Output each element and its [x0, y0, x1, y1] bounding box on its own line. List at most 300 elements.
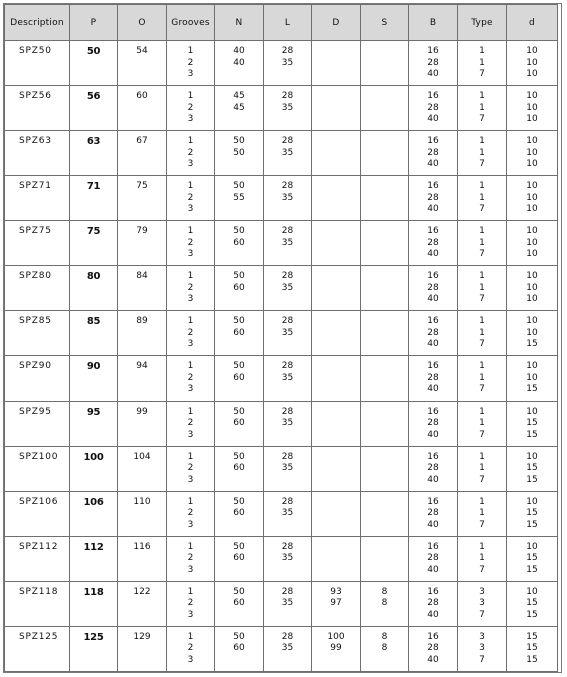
cell-value: 1	[479, 406, 485, 417]
cell-grooves	[167, 266, 215, 311]
cell-value: 28	[281, 361, 294, 372]
cell-grooves	[167, 536, 215, 581]
cell-value: 50	[233, 496, 245, 507]
cell-value: 28	[281, 406, 294, 417]
column-header-l: L	[264, 5, 312, 41]
cell-p: 125	[70, 626, 118, 671]
cell-value: 28	[281, 316, 294, 327]
cell-value: 3	[187, 654, 194, 665]
cell-value: 10	[526, 451, 538, 462]
cell-type	[458, 266, 507, 311]
cell-n	[215, 266, 264, 311]
cell-value: 15	[526, 654, 538, 665]
cell-s	[361, 131, 409, 176]
cell-value: 1	[479, 192, 485, 203]
cell-value: 93	[330, 586, 342, 597]
cell-value: 7	[479, 654, 485, 665]
cell-value: 16	[427, 46, 439, 56]
cell-value: 40	[427, 474, 439, 485]
cell-value: 28	[427, 192, 439, 203]
cell-l	[264, 446, 312, 491]
cell-b	[409, 356, 458, 401]
cell-value: 99	[330, 643, 342, 654]
cell-l	[264, 401, 312, 446]
cell-grooves	[167, 131, 215, 176]
cell-description: SPZ100	[5, 446, 70, 491]
cell-value: 28	[281, 226, 294, 237]
cell-value: 7	[479, 384, 485, 395]
cell-value: 3	[187, 159, 194, 170]
cell-value: 15	[526, 643, 538, 654]
cell-description: SPZ95	[5, 401, 70, 446]
cell-s	[361, 311, 409, 356]
cell-d	[507, 176, 558, 221]
cell-value: 1	[187, 586, 194, 597]
cell-value: 8	[381, 643, 388, 654]
cell-value: 7	[479, 339, 485, 350]
cell-b	[409, 311, 458, 356]
cell-value: 28	[427, 147, 439, 158]
cell-value: 10	[526, 541, 538, 552]
cell-value: 10	[526, 294, 538, 305]
pulley-spec-table	[4, 4, 558, 672]
cell-value: 1	[479, 327, 485, 338]
cell-value: 10	[526, 204, 538, 215]
cell-b	[409, 536, 458, 581]
cell-value: 50	[233, 541, 245, 552]
cell-n	[215, 41, 264, 86]
cell-d	[507, 311, 558, 356]
cell-o: 67	[118, 131, 167, 176]
cell-p: 71	[70, 176, 118, 221]
cell-l	[264, 536, 312, 581]
cell-value: 2	[187, 418, 194, 428]
cell-n	[215, 221, 264, 266]
cell-s	[361, 266, 409, 311]
cell-value: 28	[281, 496, 294, 507]
cell-d-col	[312, 536, 361, 581]
cell-o: 110	[118, 491, 167, 536]
cell-value: 50	[233, 316, 245, 327]
cell-b	[409, 581, 458, 626]
cell-value: 60	[233, 553, 245, 564]
cell-value: 7	[479, 204, 485, 215]
cell-value: 16	[427, 451, 439, 462]
cell-d-col	[312, 581, 361, 626]
cell-d-col	[312, 491, 361, 536]
cell-description: SPZ75	[5, 221, 70, 266]
cell-o: 89	[118, 311, 167, 356]
cell-grooves	[167, 626, 215, 671]
cell-value: 16	[427, 316, 439, 327]
cell-description: SPZ85	[5, 311, 70, 356]
table-body	[5, 41, 558, 672]
cell-value: 2	[187, 237, 194, 248]
cell-value: 10	[526, 226, 538, 237]
cell-s	[361, 401, 409, 446]
cell-p: 75	[70, 221, 118, 266]
cell-type	[458, 311, 507, 356]
cell-value: 3	[187, 69, 194, 79]
cell-value: 7	[479, 474, 485, 485]
cell-value: 7	[479, 519, 485, 530]
cell-value: 10	[526, 159, 538, 170]
cell-value: 8	[381, 586, 388, 597]
cell-s	[361, 626, 409, 671]
cell-value: 10	[526, 406, 538, 417]
cell-value: 40	[233, 46, 245, 56]
cell-value: 28	[427, 598, 439, 609]
cell-s	[361, 581, 409, 626]
cell-n	[215, 176, 264, 221]
cell-description: SPZ50	[5, 41, 70, 86]
cell-description: SPZ80	[5, 266, 70, 311]
table-row	[5, 131, 558, 176]
cell-s	[361, 446, 409, 491]
cell-value: 1	[187, 631, 194, 642]
cell-value: 1	[187, 451, 194, 462]
cell-p: 118	[70, 581, 118, 626]
cell-description: SPZ106	[5, 491, 70, 536]
cell-value: 28	[427, 418, 439, 428]
cell-value: 35	[281, 147, 294, 158]
cell-d	[507, 491, 558, 536]
cell-value: 60	[233, 643, 245, 654]
cell-d-col	[312, 311, 361, 356]
cell-value: 40	[427, 519, 439, 530]
cell-d	[507, 581, 558, 626]
cell-value: 1	[479, 553, 485, 564]
cell-o: 116	[118, 536, 167, 581]
table-row	[5, 221, 558, 266]
cell-value: 35	[281, 192, 294, 203]
cell-d	[507, 536, 558, 581]
cell-grooves	[167, 356, 215, 401]
cell-d-col	[312, 41, 361, 86]
cell-value: 3	[187, 114, 194, 125]
cell-value: 28	[281, 91, 294, 102]
cell-value: 2	[187, 643, 194, 654]
cell-grooves	[167, 446, 215, 491]
cell-d-col	[312, 401, 361, 446]
cell-grooves	[167, 41, 215, 86]
cell-value: 1	[187, 316, 194, 327]
cell-p: 112	[70, 536, 118, 581]
cell-value: 3	[187, 249, 194, 260]
cell-grooves	[167, 86, 215, 131]
cell-value: 28	[281, 451, 294, 462]
cell-value: 1	[479, 57, 485, 68]
cell-value: 1	[479, 226, 485, 237]
cell-o: 94	[118, 356, 167, 401]
cell-value: 10	[526, 361, 538, 372]
cell-value: 35	[281, 418, 294, 428]
cell-d	[507, 401, 558, 446]
cell-value: 1	[187, 271, 194, 282]
cell-value: 35	[281, 463, 294, 474]
cell-value: 1	[187, 46, 194, 56]
cell-value: 10	[526, 69, 538, 79]
cell-b	[409, 266, 458, 311]
cell-value: 28	[427, 372, 439, 383]
cell-value: 15	[526, 598, 538, 609]
cell-value: 16	[427, 541, 439, 552]
cell-value: 40	[427, 429, 439, 440]
cell-value: 50	[233, 136, 245, 147]
table-row	[5, 581, 558, 626]
cell-o: 129	[118, 626, 167, 671]
cell-value: 1	[479, 316, 485, 327]
column-header-type: Type	[458, 5, 507, 41]
cell-value: 2	[187, 57, 194, 68]
cell-value: 1	[479, 508, 485, 519]
cell-value: 28	[427, 508, 439, 519]
cell-value: 35	[281, 102, 294, 113]
cell-value: 50	[233, 147, 245, 158]
cell-o: 54	[118, 41, 167, 86]
cell-d	[507, 356, 558, 401]
cell-value: 15	[526, 519, 538, 530]
cell-value: 40	[427, 609, 439, 620]
cell-value: 40	[427, 249, 439, 260]
cell-value: 7	[479, 249, 485, 260]
cell-value: 1	[479, 372, 485, 383]
cell-grooves	[167, 401, 215, 446]
cell-d	[507, 266, 558, 311]
table-row	[5, 356, 558, 401]
cell-value: 15	[526, 553, 538, 564]
cell-n	[215, 401, 264, 446]
cell-value: 1	[187, 91, 194, 102]
cell-value: 2	[187, 598, 194, 609]
cell-value: 3	[187, 384, 194, 395]
table-row	[5, 41, 558, 86]
cell-value: 60	[233, 372, 245, 383]
cell-grooves	[167, 176, 215, 221]
cell-value: 2	[187, 463, 194, 474]
cell-value: 1	[187, 496, 194, 507]
cell-type	[458, 41, 507, 86]
cell-b	[409, 401, 458, 446]
cell-value: 50	[233, 181, 245, 192]
cell-value: 2	[187, 192, 194, 203]
cell-value: 16	[427, 631, 439, 642]
cell-type	[458, 131, 507, 176]
cell-value: 1	[479, 451, 485, 462]
cell-value: 15	[526, 564, 538, 575]
cell-value: 28	[281, 631, 294, 642]
cell-type	[458, 356, 507, 401]
table-row	[5, 401, 558, 446]
cell-value: 16	[427, 226, 439, 237]
cell-b	[409, 176, 458, 221]
cell-value: 16	[427, 496, 439, 507]
column-header-d: D	[312, 5, 361, 41]
cell-value: 50	[233, 631, 245, 642]
cell-value: 10	[526, 372, 538, 383]
cell-value: 10	[526, 586, 538, 597]
cell-value: 7	[479, 564, 485, 575]
cell-value: 28	[281, 586, 294, 597]
cell-value: 1	[479, 181, 485, 192]
column-header-n: N	[215, 5, 264, 41]
table-row	[5, 311, 558, 356]
cell-n	[215, 131, 264, 176]
cell-value: 40	[427, 654, 439, 665]
cell-type	[458, 626, 507, 671]
cell-s	[361, 356, 409, 401]
table-row	[5, 446, 558, 491]
cell-value: 3	[479, 631, 485, 642]
cell-p: 85	[70, 311, 118, 356]
cell-d-col	[312, 221, 361, 266]
cell-n	[215, 536, 264, 581]
cell-value: 1	[187, 361, 194, 372]
cell-value: 1	[479, 541, 485, 552]
cell-l	[264, 266, 312, 311]
cell-value: 16	[427, 136, 439, 147]
cell-type	[458, 401, 507, 446]
cell-description: SPZ118	[5, 581, 70, 626]
cell-l	[264, 581, 312, 626]
cell-value: 1	[479, 91, 485, 102]
cell-value: 7	[479, 69, 485, 79]
cell-b	[409, 86, 458, 131]
cell-value: 15	[526, 474, 538, 485]
cell-n	[215, 626, 264, 671]
cell-s	[361, 536, 409, 581]
cell-value: 60	[233, 508, 245, 519]
cell-description: SPZ90	[5, 356, 70, 401]
cell-type	[458, 446, 507, 491]
cell-value: 10	[526, 327, 538, 338]
cell-value: 50	[233, 406, 245, 417]
cell-value: 16	[427, 586, 439, 597]
cell-value: 10	[526, 316, 538, 327]
cell-d	[507, 131, 558, 176]
cell-value: 10	[526, 237, 538, 248]
cell-value: 7	[479, 429, 485, 440]
cell-value: 15	[526, 631, 538, 642]
cell-type	[458, 176, 507, 221]
cell-p: 50	[70, 41, 118, 86]
cell-value: 10	[526, 271, 538, 282]
cell-value: 40	[427, 294, 439, 305]
cell-n	[215, 356, 264, 401]
cell-value: 40	[427, 114, 439, 125]
cell-value: 16	[427, 361, 439, 372]
cell-n	[215, 446, 264, 491]
cell-l	[264, 491, 312, 536]
cell-value: 2	[187, 553, 194, 564]
cell-value: 1	[187, 136, 194, 147]
table-row	[5, 536, 558, 581]
cell-value: 3	[187, 519, 194, 530]
cell-p: 80	[70, 266, 118, 311]
cell-value: 35	[281, 282, 294, 293]
cell-value: 28	[427, 643, 439, 654]
cell-value: 28	[427, 102, 439, 113]
cell-l	[264, 626, 312, 671]
cell-value: 35	[281, 327, 294, 338]
table-row	[5, 491, 558, 536]
cell-value: 1	[187, 406, 194, 417]
cell-type	[458, 536, 507, 581]
cell-value: 28	[427, 57, 439, 68]
cell-p: 56	[70, 86, 118, 131]
cell-value: 3	[187, 429, 194, 440]
cell-grooves	[167, 311, 215, 356]
cell-value: 28	[427, 237, 439, 248]
cell-value: 1	[479, 147, 485, 158]
table-row	[5, 266, 558, 311]
cell-value: 10	[526, 46, 538, 56]
cell-value: 15	[526, 418, 538, 428]
cell-d-col	[312, 176, 361, 221]
cell-value: 100	[327, 631, 345, 642]
cell-value: 60	[233, 598, 245, 609]
cell-value: 35	[281, 57, 294, 68]
cell-d-col	[312, 266, 361, 311]
cell-value: 60	[233, 327, 245, 338]
cell-d	[507, 446, 558, 491]
cell-value: 10	[526, 282, 538, 293]
column-header-d: d	[507, 5, 558, 41]
cell-grooves	[167, 221, 215, 266]
cell-b	[409, 221, 458, 266]
cell-value: 40	[427, 69, 439, 79]
cell-value: 50	[233, 271, 245, 282]
cell-n	[215, 491, 264, 536]
cell-value: 10	[526, 57, 538, 68]
cell-value: 7	[479, 294, 485, 305]
cell-value: 28	[281, 181, 294, 192]
cell-value: 15	[526, 609, 538, 620]
cell-value: 2	[187, 147, 194, 158]
cell-value: 35	[281, 598, 294, 609]
cell-p: 63	[70, 131, 118, 176]
cell-value: 1	[187, 541, 194, 552]
cell-value: 8	[381, 598, 388, 609]
cell-description: SPZ63	[5, 131, 70, 176]
cell-l	[264, 86, 312, 131]
cell-n	[215, 581, 264, 626]
cell-value: 1	[479, 237, 485, 248]
cell-value: 35	[281, 643, 294, 654]
cell-value: 1	[479, 463, 485, 474]
cell-value: 15	[526, 429, 538, 440]
cell-value: 15	[526, 339, 538, 350]
table-row	[5, 86, 558, 131]
cell-o: 75	[118, 176, 167, 221]
cell-value: 10	[526, 192, 538, 203]
column-header-b: B	[409, 5, 458, 41]
cell-value: 8	[381, 631, 388, 642]
cell-p: 106	[70, 491, 118, 536]
cell-value: 28	[281, 541, 294, 552]
cell-value: 35	[281, 553, 294, 564]
cell-value: 40	[427, 204, 439, 215]
cell-b	[409, 41, 458, 86]
cell-value: 1	[479, 271, 485, 282]
cell-l	[264, 356, 312, 401]
cell-value: 10	[526, 136, 538, 147]
cell-value: 2	[187, 282, 194, 293]
cell-o: 122	[118, 581, 167, 626]
cell-value: 3	[479, 643, 485, 654]
cell-value: 28	[427, 282, 439, 293]
cell-value: 2	[187, 102, 194, 113]
